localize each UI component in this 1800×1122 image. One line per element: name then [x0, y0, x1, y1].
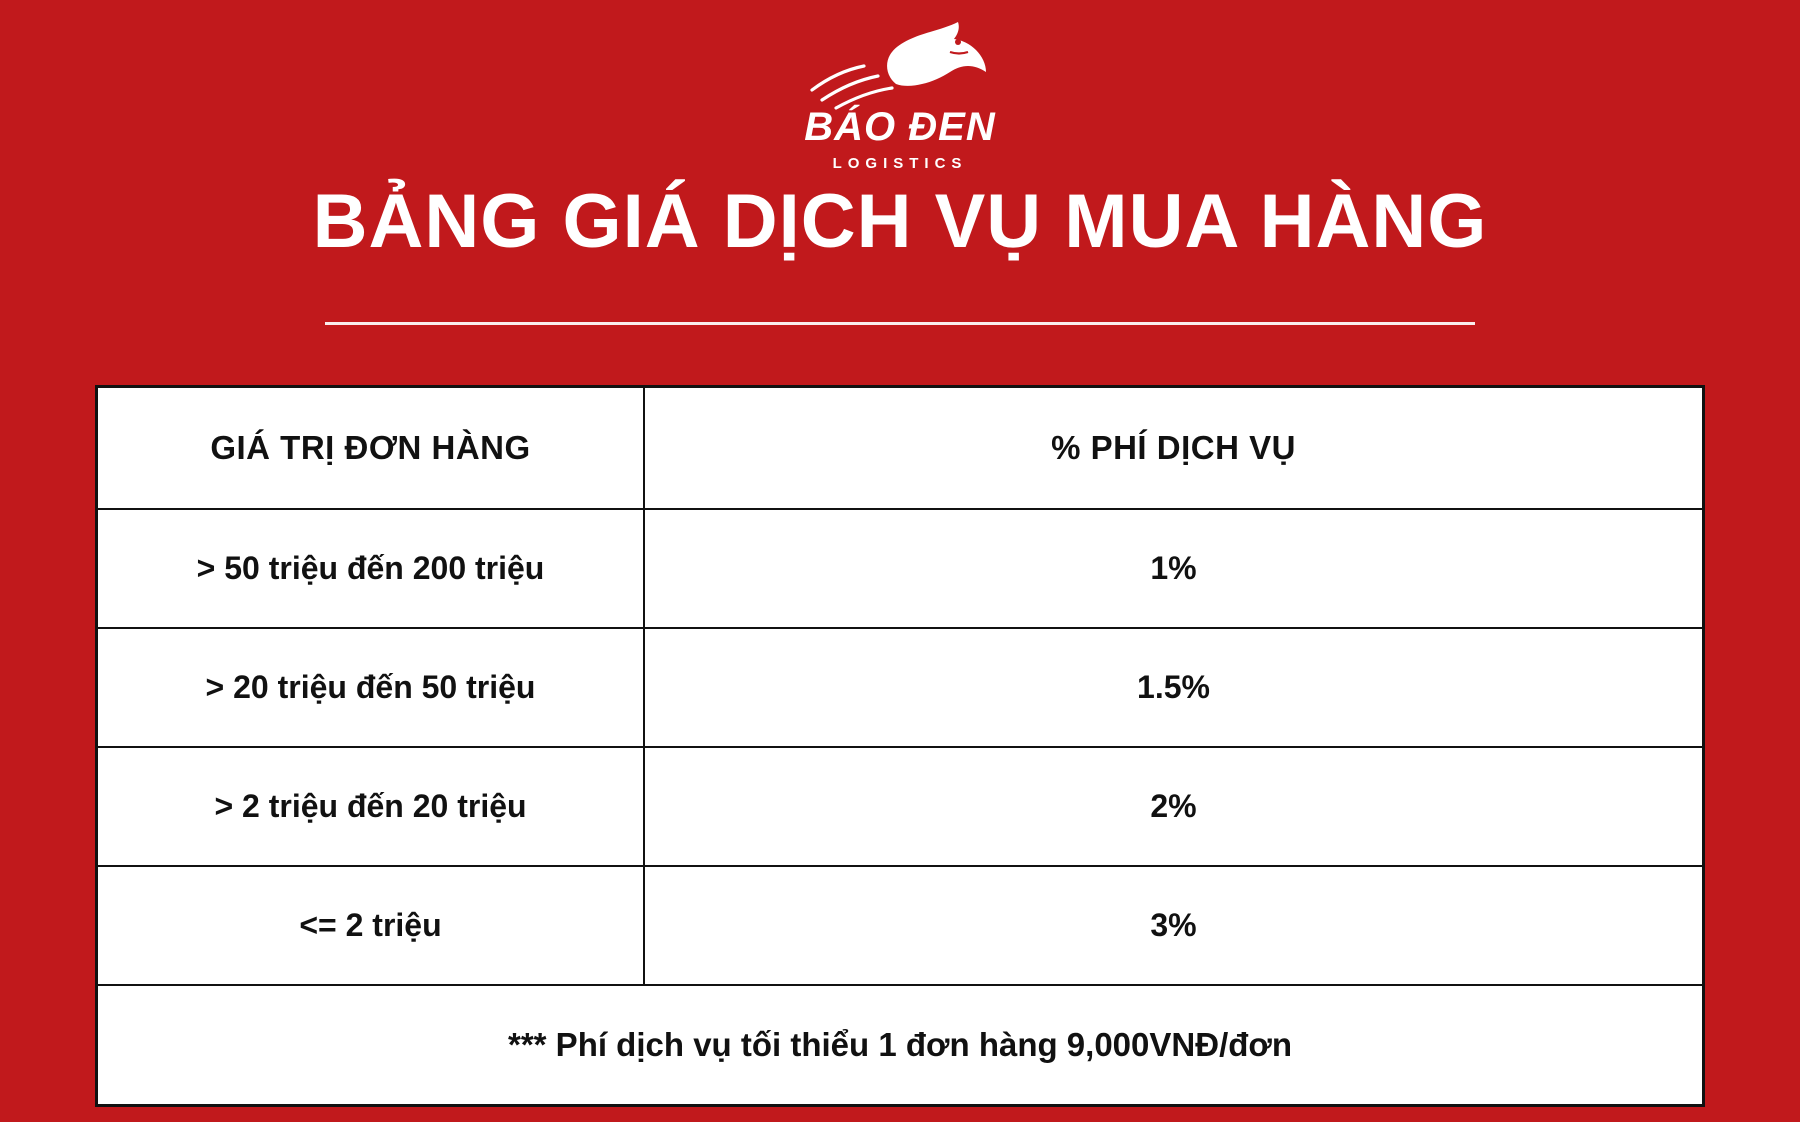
- brand-tagline: LOGISTICS: [832, 155, 968, 172]
- cell-service-fee: 3%: [644, 866, 1702, 985]
- cell-order-value: <= 2 triệu: [98, 866, 644, 985]
- table-row: [98, 866, 1702, 985]
- brand-logo: [0, 18, 1800, 172]
- cell-service-fee: 2%: [644, 747, 1702, 866]
- table-note-row: [98, 985, 1702, 1104]
- column-header-service-fee: % PHÍ DỊCH VỤ: [644, 388, 1702, 509]
- cell-order-value: > 50 triệu đến 200 triệu: [98, 509, 644, 628]
- pricing-table: [95, 385, 1705, 1107]
- table-header-row: [98, 388, 1702, 509]
- brand-wordmark: BÁO ĐEN: [804, 105, 996, 149]
- minimum-fee-note: *** Phí dịch vụ tối thiểu 1 đơn hàng 9,000VNĐ/đơn: [98, 985, 1702, 1104]
- column-header-order-value: GIÁ TRỊ ĐƠN HÀNG: [98, 388, 644, 509]
- cell-service-fee: 1%: [644, 509, 1702, 628]
- title-divider: [325, 322, 1475, 325]
- page-title: BẢNG GIÁ DỊCH VỤ MUA HÀNG: [312, 179, 1488, 264]
- cell-order-value: > 20 triệu đến 50 triệu: [98, 628, 644, 747]
- cell-order-value: > 2 triệu đến 20 triệu: [98, 747, 644, 866]
- cell-service-fee: 1.5%: [644, 628, 1702, 747]
- panther-logo-icon: [800, 18, 1000, 113]
- table-row: [98, 509, 1702, 628]
- table-row: [98, 747, 1702, 866]
- table-row: [98, 628, 1702, 747]
